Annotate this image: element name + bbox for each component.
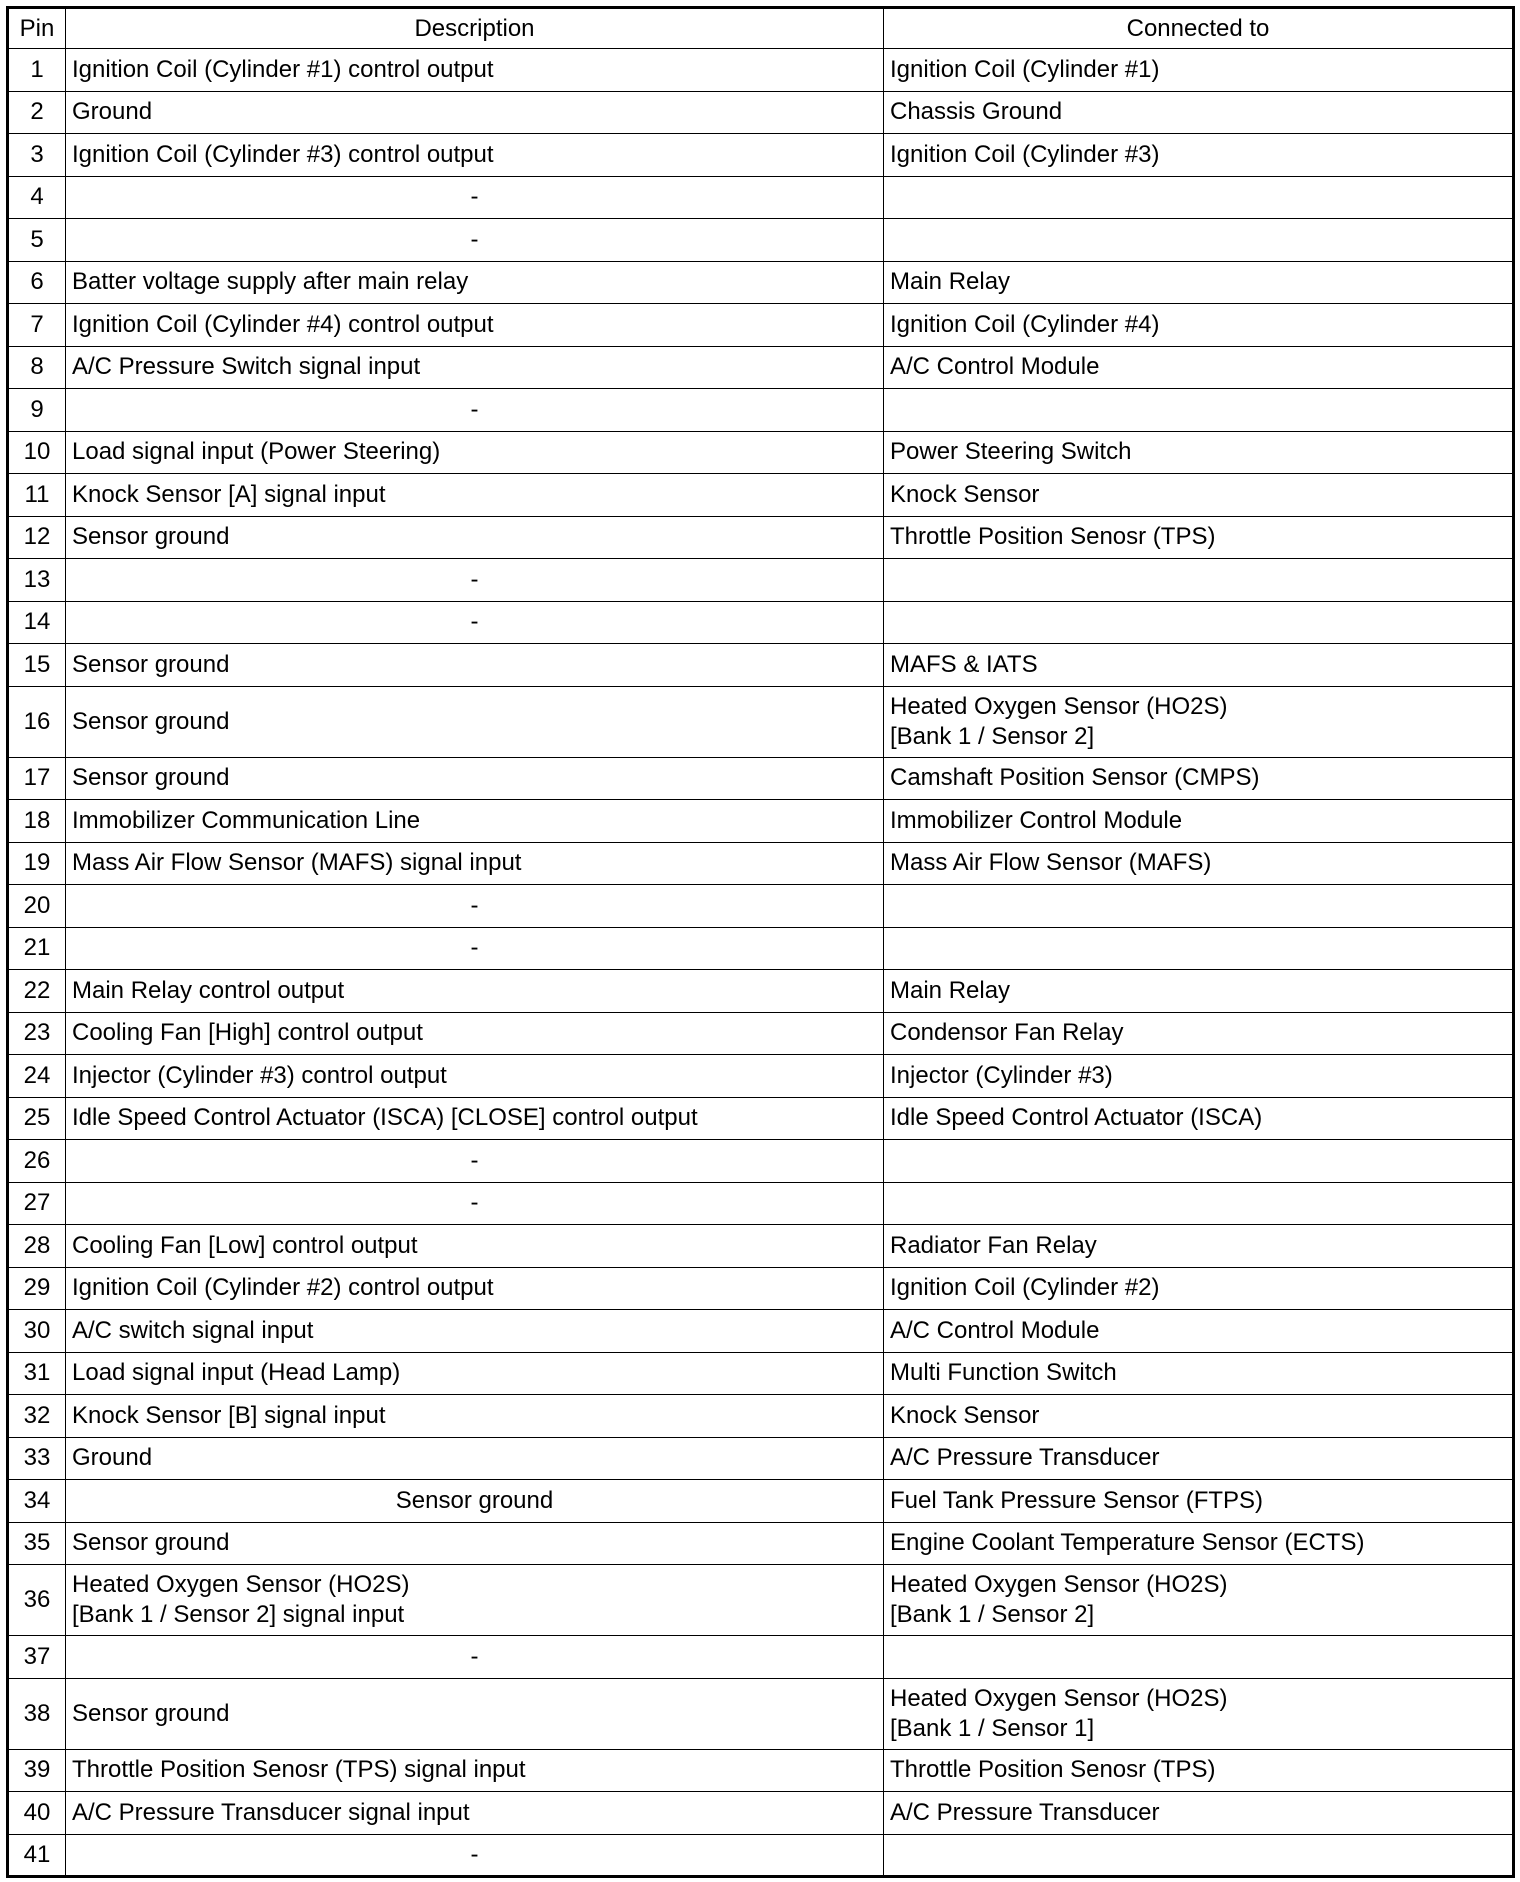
description-text: Sensor ground xyxy=(72,1529,230,1557)
pin-number: 4 xyxy=(8,176,66,219)
connected-to-cell xyxy=(884,757,1514,800)
connected-to-text: Ignition Coil (Cylinder #2) xyxy=(890,1274,1160,1302)
description-cell xyxy=(66,601,884,644)
description-text: Load signal input (Head Lamp) xyxy=(72,1359,401,1387)
connected-to-text: Condensor Fan Relay xyxy=(890,1019,1124,1047)
connected-to-cell xyxy=(884,49,1514,92)
pin-number: 10 xyxy=(8,431,66,474)
connected-to-text: [Bank 1 / Sensor 2] xyxy=(890,1601,1095,1628)
pin-number: 7 xyxy=(8,304,66,347)
table-row xyxy=(8,885,1514,928)
connected-to-cell xyxy=(884,800,1514,843)
table-row xyxy=(8,1749,1514,1792)
description-text: Ground xyxy=(72,1444,153,1472)
table-row xyxy=(8,1437,1514,1480)
description-text: Main Relay control output xyxy=(72,976,345,1004)
description-text: Ignition Coil (Cylinder #4) control output xyxy=(72,310,494,338)
pin-number: 30 xyxy=(8,1310,66,1353)
description-text: Idle Speed Control Actuator (ISCA) [CLOSE] control output xyxy=(72,1104,698,1132)
table-row xyxy=(8,1395,1514,1438)
pin-number: 37 xyxy=(8,1636,66,1679)
description-text: Sensor ground xyxy=(72,650,230,678)
pin-number: 14 xyxy=(8,601,66,644)
description-text: Sensor ground xyxy=(72,1699,230,1727)
pin-number: 5 xyxy=(8,219,66,262)
connected-to-cell xyxy=(884,304,1514,347)
connected-to-text: Engine Coolant Temperature Sensor (ECTS) xyxy=(890,1529,1365,1557)
description-cell xyxy=(66,559,884,602)
description-cell xyxy=(66,644,884,687)
table-row xyxy=(8,686,1514,757)
connected-to-cell xyxy=(884,1565,1514,1636)
pin-number: 29 xyxy=(8,1267,66,1310)
pin-number: 36 xyxy=(8,1565,66,1636)
table-row xyxy=(8,219,1514,262)
pin-number: 22 xyxy=(8,970,66,1013)
description-cell xyxy=(66,1678,884,1749)
connected-to-text: Multi Function Switch xyxy=(890,1359,1117,1387)
description-text: Sensor ground xyxy=(72,764,230,792)
description-cell xyxy=(66,1097,884,1140)
table-row xyxy=(8,474,1514,517)
pin-number: 41 xyxy=(8,1834,66,1877)
table-row xyxy=(8,1678,1514,1749)
description-text: Mass Air Flow Sensor (MAFS) signal input xyxy=(72,849,522,877)
pin-number: 26 xyxy=(8,1140,66,1183)
pin-number: 11 xyxy=(8,474,66,517)
pin-number: 8 xyxy=(8,346,66,389)
connected-to-text: Fuel Tank Pressure Sensor (FTPS) xyxy=(890,1486,1264,1514)
description-text: Sensor ground xyxy=(395,1486,554,1514)
pin-number: 2 xyxy=(8,91,66,134)
description-cell xyxy=(66,1792,884,1835)
description-cell xyxy=(66,1749,884,1792)
connected-to-cell xyxy=(884,1678,1514,1749)
description-cell xyxy=(66,134,884,177)
pin-number: 3 xyxy=(8,134,66,177)
table-row xyxy=(8,1480,1514,1523)
connected-to-cell xyxy=(884,842,1514,885)
description-text: - xyxy=(470,395,479,423)
connected-to-text: Throttle Position Senosr (TPS) xyxy=(890,523,1216,551)
description-cell xyxy=(66,1267,884,1310)
connected-to-cell xyxy=(884,1310,1514,1353)
pin-number: 19 xyxy=(8,842,66,885)
connected-to-text: Main Relay xyxy=(890,268,1011,296)
description-cell xyxy=(66,474,884,517)
pin-number: 15 xyxy=(8,644,66,687)
table-row xyxy=(8,346,1514,389)
connected-to-cell xyxy=(884,1522,1514,1565)
table-row xyxy=(8,1225,1514,1268)
connected-to-cell xyxy=(884,1225,1514,1268)
connected-to-cell xyxy=(884,134,1514,177)
connected-to-text: Main Relay xyxy=(890,976,1011,1004)
table-row xyxy=(8,1097,1514,1140)
connected-to-text: Mass Air Flow Sensor (MAFS) xyxy=(890,849,1212,877)
table-row xyxy=(8,800,1514,843)
table-row xyxy=(8,757,1514,800)
table-row xyxy=(8,1352,1514,1395)
description-text: Ignition Coil (Cylinder #2) control output xyxy=(72,1274,494,1302)
header-pin: Pin xyxy=(8,8,66,49)
connected-to-cell xyxy=(884,1012,1514,1055)
connected-to-cell xyxy=(884,559,1514,602)
pin-number: 18 xyxy=(8,800,66,843)
description-cell xyxy=(66,1352,884,1395)
description-cell xyxy=(66,1225,884,1268)
description-cell xyxy=(66,1636,884,1679)
connected-to-cell xyxy=(884,1097,1514,1140)
connected-to-cell xyxy=(884,885,1514,928)
description-cell xyxy=(66,1437,884,1480)
description-cell xyxy=(66,516,884,559)
connected-to-text: Knock Sensor xyxy=(890,480,1040,508)
connected-to-text: Heated Oxygen Sensor (HO2S) xyxy=(890,1571,1228,1598)
description-text: Load signal input (Power Steering) xyxy=(72,438,441,466)
table-row xyxy=(8,91,1514,134)
pin-number: 34 xyxy=(8,1480,66,1523)
description-cell xyxy=(66,885,884,928)
connected-to-cell xyxy=(884,1792,1514,1835)
table-row xyxy=(8,1636,1514,1679)
description-text: Cooling Fan [Low] control output xyxy=(72,1231,418,1259)
table-row xyxy=(8,927,1514,970)
pin-number: 39 xyxy=(8,1749,66,1792)
pin-number: 38 xyxy=(8,1678,66,1749)
connected-to-text: Idle Speed Control Actuator (ISCA) xyxy=(890,1104,1263,1132)
description-cell xyxy=(66,970,884,1013)
table-row xyxy=(8,1267,1514,1310)
description-cell xyxy=(66,219,884,262)
description-text: Sensor ground xyxy=(72,523,230,551)
pin-number: 31 xyxy=(8,1352,66,1395)
table-row xyxy=(8,49,1514,92)
description-text: Knock Sensor [A] signal input xyxy=(72,480,386,508)
pin-number: 9 xyxy=(8,389,66,432)
description-text: - xyxy=(470,225,479,253)
table-row xyxy=(8,304,1514,347)
description-text: - xyxy=(470,608,479,636)
connected-to-text: A/C Pressure Transducer xyxy=(890,1798,1160,1826)
description-text: A/C Pressure Transducer signal input xyxy=(72,1798,470,1826)
table-row xyxy=(8,970,1514,1013)
description-text: Heated Oxygen Sensor (HO2S) xyxy=(72,1571,410,1598)
table-row xyxy=(8,261,1514,304)
connected-to-text: Power Steering Switch xyxy=(890,438,1132,466)
pin-number: 33 xyxy=(8,1437,66,1480)
description-text: - xyxy=(470,1146,479,1174)
pin-number: 1 xyxy=(8,49,66,92)
description-text: - xyxy=(470,183,479,211)
description-cell xyxy=(66,842,884,885)
connected-to-cell xyxy=(884,1437,1514,1480)
connected-to-text: Ignition Coil (Cylinder #1) xyxy=(890,55,1160,83)
connected-to-text: [Bank 1 / Sensor 1] xyxy=(890,1714,1095,1742)
description-text: - xyxy=(470,934,479,962)
connected-to-text: Ignition Coil (Cylinder #4) xyxy=(890,310,1160,338)
connected-to-text: [Bank 1 / Sensor 2] xyxy=(890,722,1095,750)
description-cell xyxy=(66,1565,884,1636)
description-cell xyxy=(66,431,884,474)
description-text: [Bank 1 / Sensor 2] signal input xyxy=(72,1601,405,1628)
connected-to-cell xyxy=(884,474,1514,517)
table-row xyxy=(8,176,1514,219)
connected-to-cell xyxy=(884,1055,1514,1098)
connected-to-cell xyxy=(884,176,1514,219)
description-text: Knock Sensor [B] signal input xyxy=(72,1401,386,1429)
connected-to-text: Ignition Coil (Cylinder #3) xyxy=(890,140,1160,168)
connected-to-cell xyxy=(884,1636,1514,1679)
connected-to-text: Knock Sensor xyxy=(890,1401,1040,1429)
pin-number: 6 xyxy=(8,261,66,304)
description-cell xyxy=(66,1480,884,1523)
table-row xyxy=(8,842,1514,885)
description-text: - xyxy=(470,1189,479,1217)
table-row xyxy=(8,644,1514,687)
connected-to-cell xyxy=(884,431,1514,474)
pin-number: 12 xyxy=(8,516,66,559)
header-row xyxy=(8,8,1514,49)
table-row xyxy=(8,431,1514,474)
connected-to-text: Heated Oxygen Sensor (HO2S) xyxy=(890,692,1228,720)
description-cell xyxy=(66,176,884,219)
table-row xyxy=(8,1012,1514,1055)
connected-to-cell xyxy=(884,644,1514,687)
table-row xyxy=(8,389,1514,432)
pin-number: 32 xyxy=(8,1395,66,1438)
connected-to-text: Chassis Ground xyxy=(890,98,1063,126)
description-cell xyxy=(66,686,884,757)
table-row xyxy=(8,1140,1514,1183)
connected-to-text: Injector (Cylinder #3) xyxy=(890,1061,1113,1089)
description-text: A/C switch signal input xyxy=(72,1316,314,1344)
description-cell xyxy=(66,757,884,800)
table-row xyxy=(8,1182,1514,1225)
description-cell xyxy=(66,1012,884,1055)
description-text: A/C Pressure Switch signal input xyxy=(72,353,421,381)
connected-to-cell xyxy=(884,1267,1514,1310)
table-row xyxy=(8,1834,1514,1877)
table-row xyxy=(8,516,1514,559)
pin-number: 13 xyxy=(8,559,66,602)
pin-number: 35 xyxy=(8,1522,66,1565)
connected-to-text: Throttle Position Senosr (TPS) xyxy=(890,1756,1216,1784)
table-row xyxy=(8,134,1514,177)
table-row xyxy=(8,1522,1514,1565)
connected-to-text: Radiator Fan Relay xyxy=(890,1231,1097,1259)
pin-number: 16 xyxy=(8,686,66,757)
connected-to-text: Heated Oxygen Sensor (HO2S) xyxy=(890,1684,1228,1712)
description-text: - xyxy=(470,565,479,593)
description-text: Cooling Fan [High] control output xyxy=(72,1019,423,1047)
description-text: - xyxy=(470,1642,479,1670)
description-text: Ignition Coil (Cylinder #3) control output xyxy=(72,140,494,168)
description-text: - xyxy=(470,891,479,919)
description-cell xyxy=(66,1182,884,1225)
pin-number: 21 xyxy=(8,927,66,970)
table-row xyxy=(8,1565,1514,1636)
description-text: Ground xyxy=(72,98,153,126)
connected-to-cell xyxy=(884,686,1514,757)
table-row xyxy=(8,1310,1514,1353)
connected-to-text: A/C Control Module xyxy=(890,353,1100,381)
connected-to-text: Immobilizer Control Module xyxy=(890,806,1183,834)
connected-to-cell xyxy=(884,261,1514,304)
connected-to-cell xyxy=(884,1480,1514,1523)
description-cell xyxy=(66,800,884,843)
connected-to-cell xyxy=(884,516,1514,559)
description-cell xyxy=(66,304,884,347)
connected-to-cell xyxy=(884,1182,1514,1225)
table-row xyxy=(8,601,1514,644)
description-cell xyxy=(66,1140,884,1183)
description-cell xyxy=(66,91,884,134)
connected-to-cell xyxy=(884,389,1514,432)
description-text: Ignition Coil (Cylinder #1) control output xyxy=(72,55,494,83)
table-row xyxy=(8,1792,1514,1835)
connected-to-cell xyxy=(884,91,1514,134)
description-text: - xyxy=(470,1840,479,1868)
connected-to-text: A/C Control Module xyxy=(890,1316,1100,1344)
pin-table xyxy=(6,6,1515,1878)
pin-number: 23 xyxy=(8,1012,66,1055)
description-text: Batter voltage supply after main relay xyxy=(72,268,469,296)
pin-number: 17 xyxy=(8,757,66,800)
pin-number: 24 xyxy=(8,1055,66,1098)
pin-number: 28 xyxy=(8,1225,66,1268)
connected-to-cell xyxy=(884,1140,1514,1183)
pin-number: 27 xyxy=(8,1182,66,1225)
connected-to-cell xyxy=(884,346,1514,389)
connected-to-cell xyxy=(884,1395,1514,1438)
description-cell xyxy=(66,1310,884,1353)
connected-to-text: MAFS & IATS xyxy=(890,650,1038,678)
description-cell xyxy=(66,1055,884,1098)
table-row xyxy=(8,1055,1514,1098)
connected-to-cell xyxy=(884,1352,1514,1395)
pin-number: 20 xyxy=(8,885,66,928)
connected-to-cell xyxy=(884,1749,1514,1792)
connected-to-cell xyxy=(884,601,1514,644)
connected-to-cell xyxy=(884,927,1514,970)
description-cell xyxy=(66,927,884,970)
description-text: Injector (Cylinder #3) control output xyxy=(72,1061,447,1089)
connected-to-text: A/C Pressure Transducer xyxy=(890,1444,1160,1472)
table-row xyxy=(8,559,1514,602)
description-text: Throttle Position Senosr (TPS) signal input xyxy=(72,1756,526,1784)
description-text: Immobilizer Communication Line xyxy=(72,806,421,834)
connected-to-cell xyxy=(884,970,1514,1013)
description-cell xyxy=(66,346,884,389)
description-text: Sensor ground xyxy=(72,707,230,735)
description-cell xyxy=(66,389,884,432)
connected-to-text: Camshaft Position Sensor (CMPS) xyxy=(890,764,1260,792)
description-cell xyxy=(66,1834,884,1877)
connected-to-cell xyxy=(884,1834,1514,1877)
header-description: Description xyxy=(66,8,884,49)
header-connected-to: Connected to xyxy=(884,8,1514,49)
description-cell xyxy=(66,49,884,92)
pin-number: 25 xyxy=(8,1097,66,1140)
pin-number: 40 xyxy=(8,1792,66,1835)
description-cell xyxy=(66,261,884,304)
connected-to-cell xyxy=(884,219,1514,262)
description-cell xyxy=(66,1522,884,1565)
description-cell xyxy=(66,1395,884,1438)
